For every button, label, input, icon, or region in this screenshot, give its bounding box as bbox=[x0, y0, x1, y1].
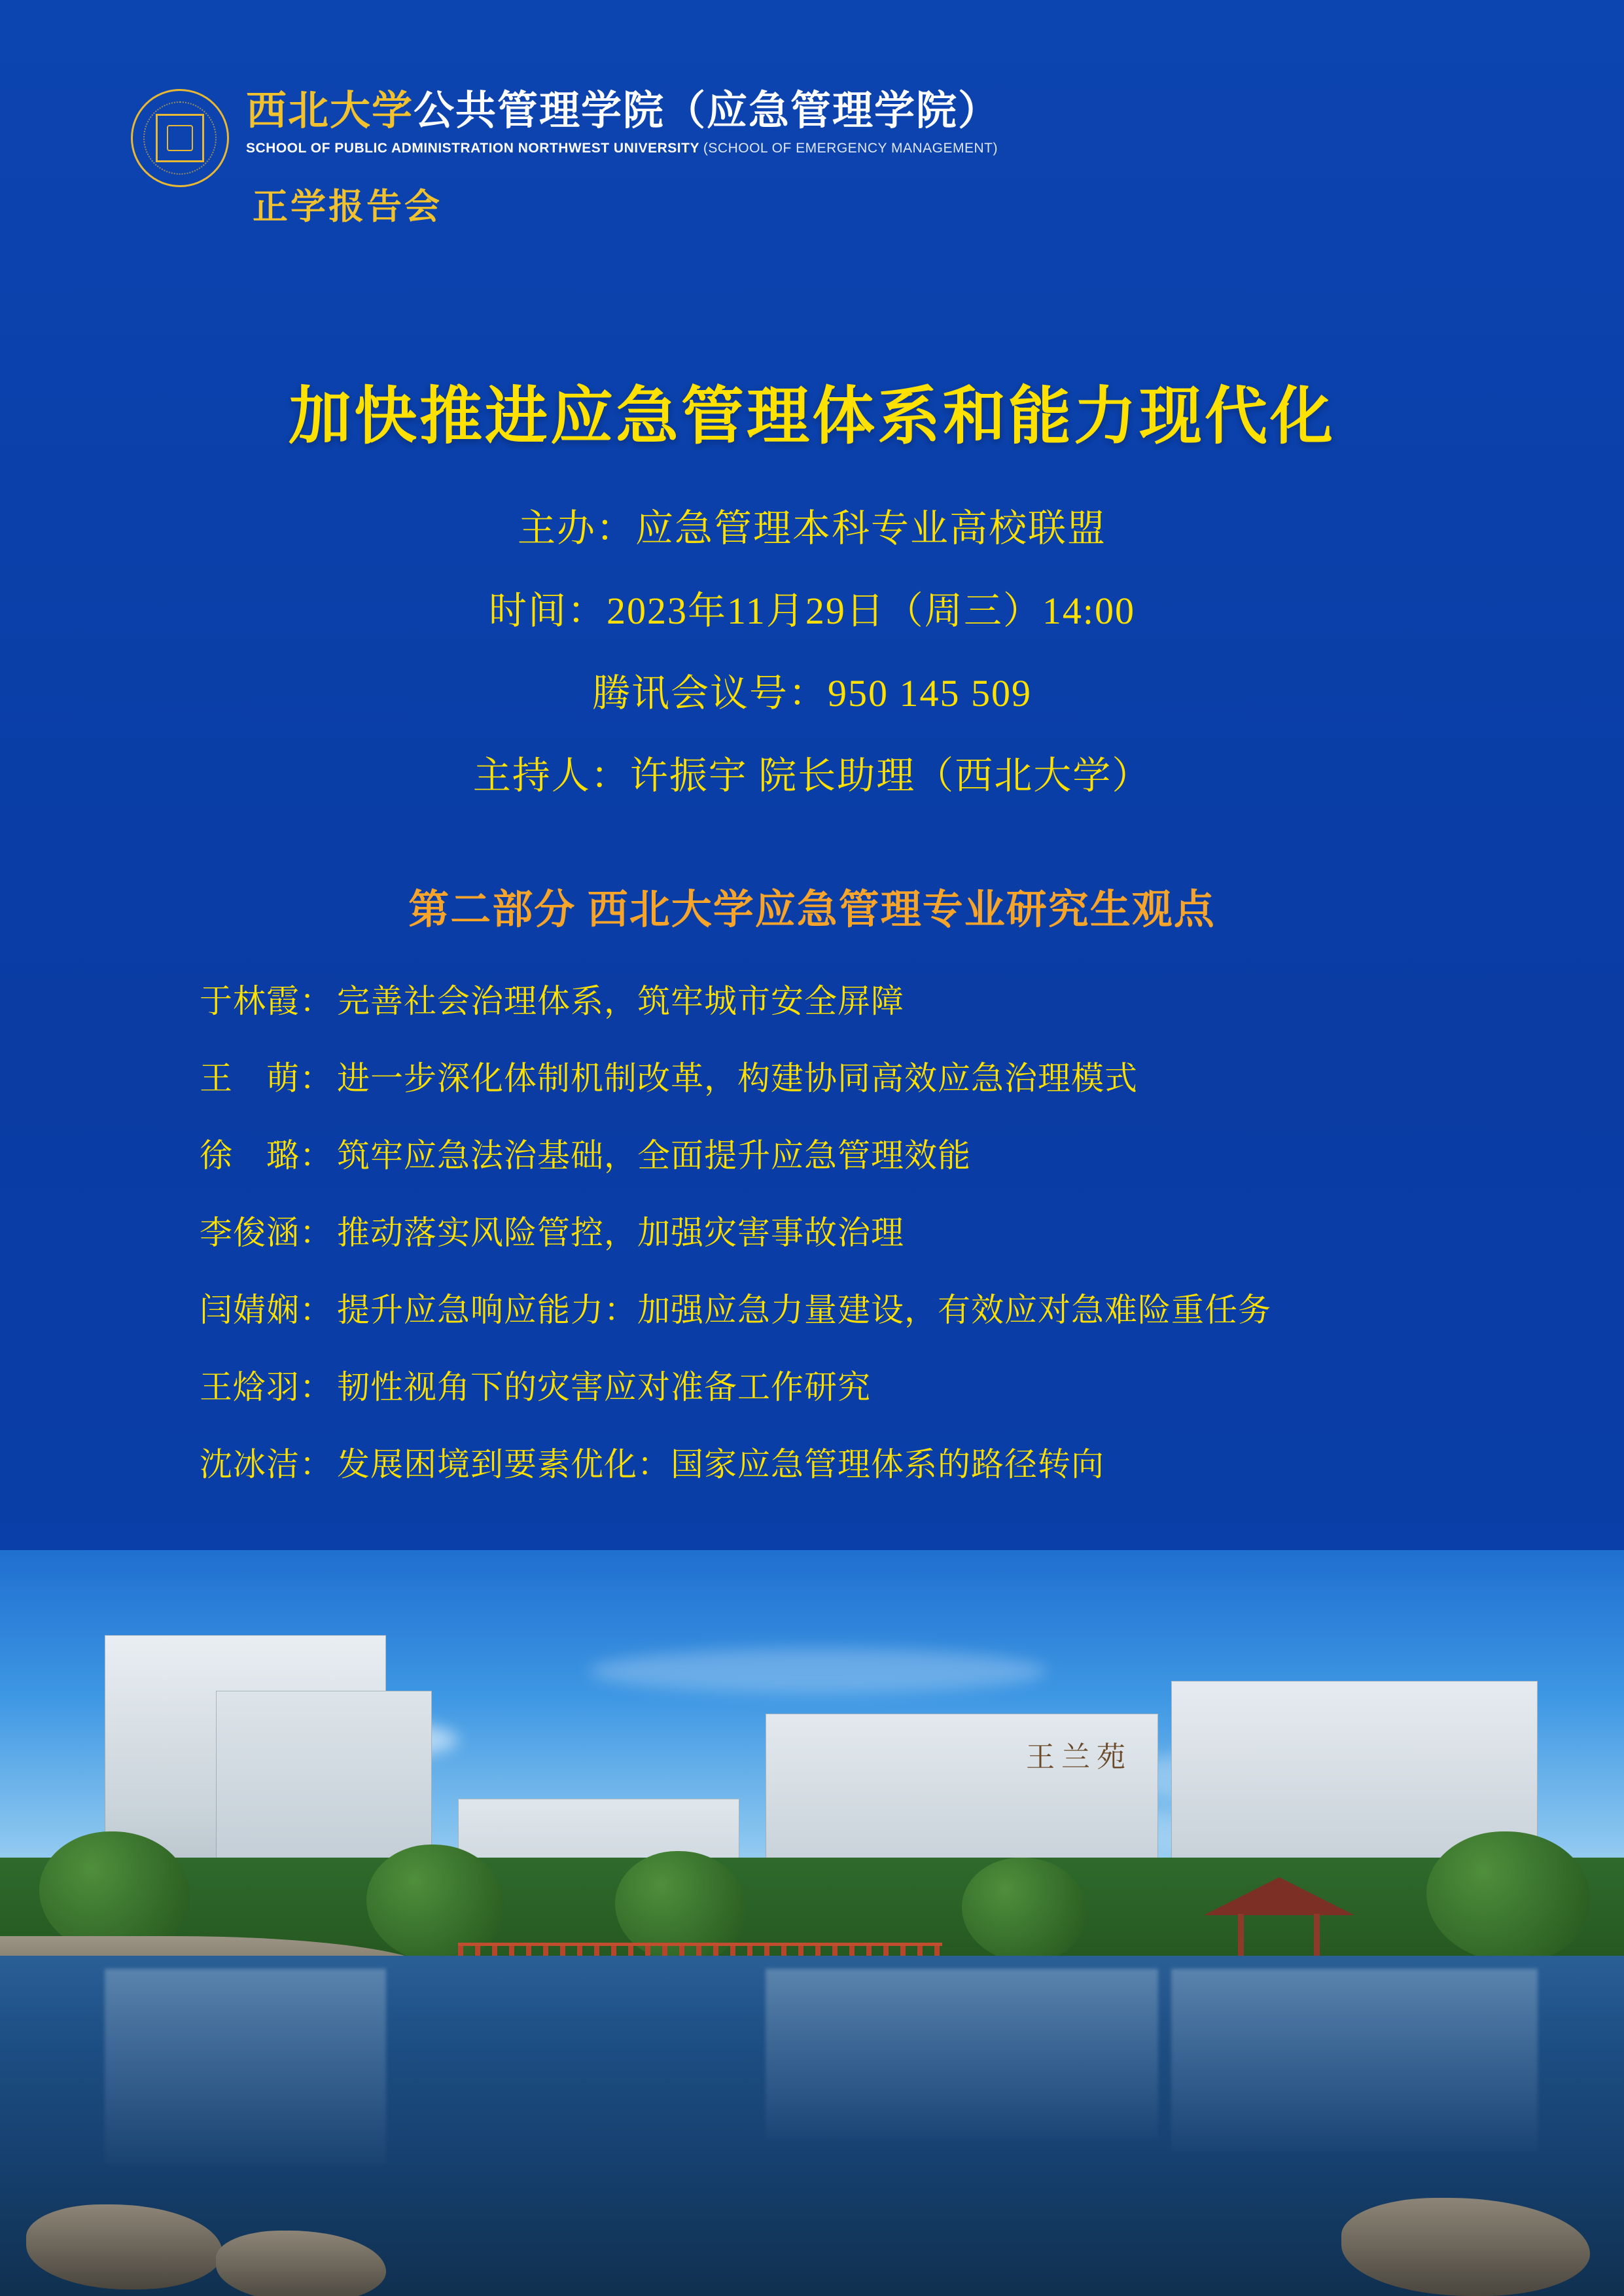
info-block bbox=[0, 497, 1624, 827]
campus-photo bbox=[0, 1550, 1624, 2296]
speaker-name: 于林霞： bbox=[200, 983, 333, 1019]
speaker-topic: 提升应急响应能力：加强应急力量建设，有效应对急难险重任务 bbox=[337, 1292, 1271, 1328]
list-item bbox=[200, 1207, 1443, 1254]
speaker-topic: 进一步深化体制机制改革，构建协同高效应急治理模式 bbox=[337, 1060, 1138, 1097]
speaker-name: 李俊涵： bbox=[200, 1214, 333, 1251]
info-line-host: 主持人：许振宇 院长助理（西北大学） bbox=[472, 754, 1152, 797]
page-title: 加快推进应急管理体系和能力现代化 bbox=[289, 381, 1335, 451]
list-item bbox=[200, 1129, 1443, 1176]
section-heading: 第二部分 西北大学应急管理专业研究生观点 bbox=[408, 888, 1216, 932]
university-seal-icon bbox=[131, 89, 229, 187]
speaker-topic: 推动落实风险管控，加强灾害事故治理 bbox=[337, 1214, 904, 1251]
info-line-organizer: 主办：应急管理本科专业高校联盟 bbox=[517, 507, 1106, 550]
speaker-list bbox=[200, 975, 1443, 1515]
list-item bbox=[200, 1052, 1443, 1099]
list-item bbox=[200, 1361, 1443, 1408]
info-line-meeting-id: 腾讯会议号：950 145 509 bbox=[591, 672, 1032, 715]
cloud bbox=[589, 1648, 1047, 1694]
speaker-name: 徐 璐： bbox=[200, 1137, 333, 1174]
list-item bbox=[200, 975, 1443, 1022]
speaker-name: 沈冰洁： bbox=[200, 1446, 333, 1483]
university-name-en: SCHOOL OF PUBLIC ADMINISTRATION NORTHWEST UNIVERSITY bbox=[246, 141, 699, 156]
building-sign: 王兰苑 bbox=[1026, 1741, 1132, 1773]
header-chinese-line bbox=[246, 89, 1000, 134]
pavilion-icon bbox=[1204, 1877, 1354, 1956]
header-english-line bbox=[246, 141, 1000, 156]
list-item bbox=[200, 1438, 1443, 1485]
speaker-name: 闫婧娴： bbox=[200, 1292, 333, 1328]
college-name-en: (SCHOOL OF EMERGENCY MANAGEMENT) bbox=[703, 141, 998, 156]
speaker-topic: 发展困境到要素优化：国家应急管理体系的路径转向 bbox=[337, 1446, 1104, 1483]
info-line-time: 时间：2023年11月29日（周三）14:00 bbox=[489, 590, 1135, 632]
speaker-topic: 筑牢应急法治基础，全面提升应急管理效能 bbox=[337, 1137, 971, 1174]
list-item bbox=[200, 1284, 1443, 1331]
speaker-topic: 完善社会治理体系，筑牢城市安全屏障 bbox=[337, 983, 904, 1019]
reflection bbox=[766, 1969, 1158, 2139]
college-name-cn: 公共管理学院（应急管理学院） bbox=[414, 89, 1000, 133]
speaker-topic: 韧性视角下的灾害应对准备工作研究 bbox=[337, 1369, 871, 1405]
series-label: 正学报告会 bbox=[253, 187, 442, 227]
header-title-block bbox=[246, 85, 1000, 229]
reflection bbox=[105, 1969, 386, 2165]
header bbox=[131, 85, 1000, 229]
speaker-name: 王焓羽： bbox=[200, 1369, 333, 1405]
university-name-cn: 西北大学 bbox=[246, 89, 414, 133]
reflection bbox=[1171, 1969, 1538, 2152]
speaker-name: 王 萌： bbox=[200, 1060, 333, 1097]
